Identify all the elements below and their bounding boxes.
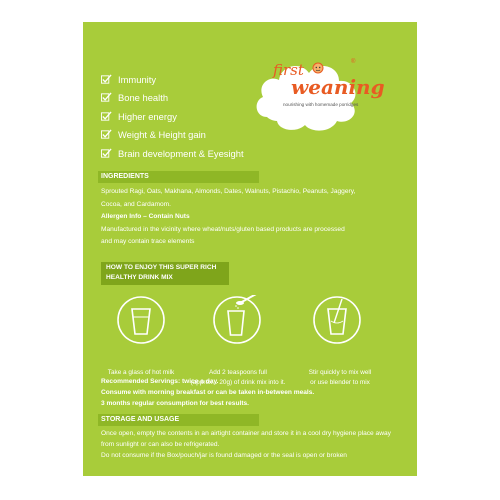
ingredients-line: Sprouted Ragi, Oats, Makhana, Almonds, Dates, Walnuts, Pistachio, Peanuts, Jaggery, bbox=[101, 188, 356, 195]
benefit-label: Immunity bbox=[118, 73, 157, 85]
storage-heading-label: STORAGE AND USAGE bbox=[101, 416, 180, 423]
storage-body bbox=[101, 428, 406, 461]
registered-mark: ® bbox=[351, 59, 356, 65]
glass-of-milk-icon bbox=[116, 295, 166, 345]
allergen-line: and may contain trace elements bbox=[101, 238, 195, 245]
how-to-enjoy-line: HOW TO ENJOY THIS SUPER RICH bbox=[106, 264, 217, 271]
checkmark-icon bbox=[101, 129, 112, 140]
step-caption-line: Add 2 teaspoons full bbox=[209, 369, 267, 376]
servings-line: Recommended Servings: twice a day. bbox=[101, 378, 219, 385]
step-caption-line: Stir quickly to mix well bbox=[308, 369, 372, 376]
how-to-enjoy-banner bbox=[101, 262, 229, 285]
benefit-item bbox=[101, 89, 261, 108]
benefit-label: Bone health bbox=[118, 92, 169, 104]
benefit-item bbox=[101, 144, 261, 163]
storage-line: from sunlight or can also be refrigerated. bbox=[101, 441, 220, 448]
storage-line: Once open, empty the contents in an airtight container and store it in a cool dry hygiene place away bbox=[101, 430, 391, 437]
checkmark-icon bbox=[101, 92, 112, 103]
how-to-enjoy-line: HEALTHY DRINK MIX bbox=[106, 274, 173, 281]
benefits-list bbox=[101, 70, 261, 163]
ingredients-heading-label: INGREDIENTS bbox=[101, 173, 149, 180]
logo-tagline: nourishing with homemade porridges bbox=[283, 102, 359, 107]
benefit-item bbox=[101, 107, 261, 126]
benefit-item bbox=[101, 126, 261, 145]
storage-heading bbox=[98, 414, 259, 426]
brand-logo bbox=[253, 55, 385, 137]
add-teaspoon-icon bbox=[212, 295, 262, 345]
storage-line: Do not consume if the Box/pouch/jar is found damaged or the seal is open or broken bbox=[101, 452, 347, 459]
checkmark-icon bbox=[101, 148, 112, 159]
allergen-title: Allergen Info – Contain Nuts bbox=[101, 213, 190, 220]
baby-face-icon bbox=[311, 61, 325, 75]
step-caption-line: (approx... 20g) of drink mix into it. bbox=[190, 378, 286, 386]
ingredients-line: Cocoa, and Cardamom. bbox=[101, 200, 172, 208]
stir-mix-icon bbox=[312, 295, 362, 345]
benefit-item bbox=[101, 70, 261, 89]
step-caption-line: Take a glass of hot milk bbox=[107, 369, 175, 376]
servings-line: Consume with morning breakfast or can be taken in-between meals. bbox=[101, 389, 315, 396]
checkmark-icon bbox=[101, 74, 112, 85]
ingredients-heading bbox=[98, 171, 259, 183]
ingredients-body bbox=[101, 186, 406, 249]
benefit-label: Higher energy bbox=[118, 110, 177, 122]
logo-text-first: first bbox=[273, 61, 304, 79]
servings-line: 3 months regular consumption for best results. bbox=[101, 400, 250, 407]
logo-text-weaning: weaning bbox=[291, 75, 385, 99]
step-caption-line: or use blender to mix bbox=[310, 378, 370, 386]
servings-text bbox=[101, 376, 406, 409]
benefit-label: Weight & Height gain bbox=[118, 129, 206, 141]
product-label-panel bbox=[83, 22, 417, 476]
allergen-line: Manufactured in the vicinity where wheat/nuts/gluten based products are processed bbox=[101, 225, 345, 233]
checkmark-icon bbox=[101, 111, 112, 122]
benefit-label: Brain development & Eyesight bbox=[118, 147, 244, 159]
